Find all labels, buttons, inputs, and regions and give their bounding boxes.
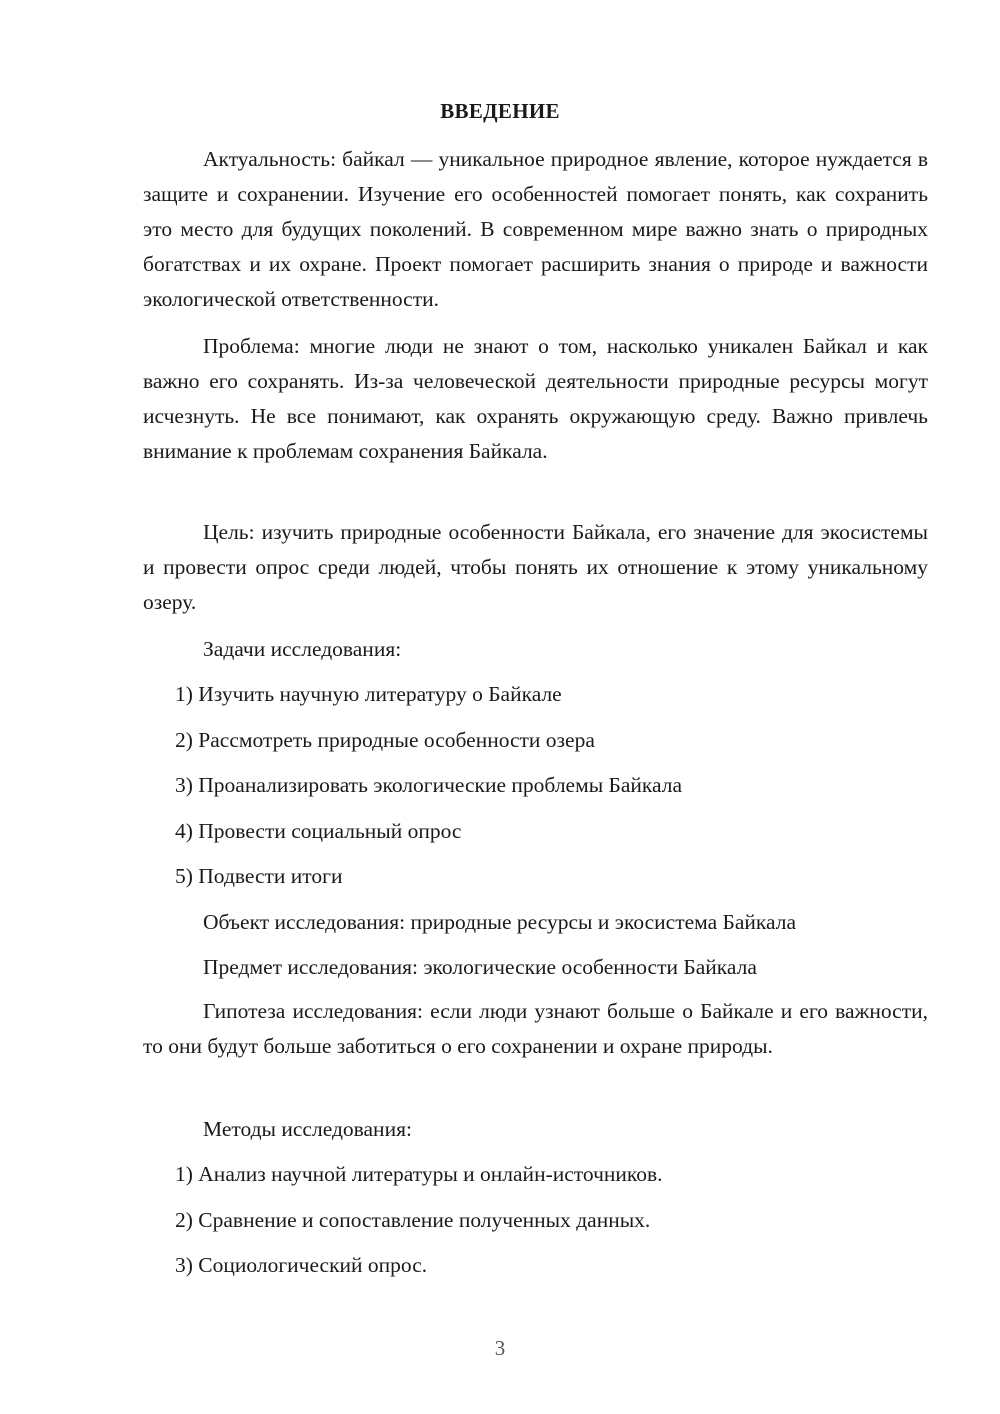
task-item: 4) Провести социальный опрос bbox=[175, 819, 462, 843]
research-object: Объект исследования: природные ресурсы и экосистема Байкала bbox=[203, 910, 797, 934]
task-item: 2) Рассмотреть природные особенности озера bbox=[175, 728, 595, 752]
paragraph-relevance: Актуальность: байкал — уникальное природное явление, которое нуждается в защите и сохранении. Изучение его особенностей помогает понять, как сохранить это место для будущих поколений. В современном мире важно знать о природных богатствах и их охране. Проект помогает расширить знания о природе и важности экологической ответственности. bbox=[143, 147, 928, 311]
methods-heading: Методы исследования: bbox=[203, 1117, 412, 1141]
task-item: 5) Подвести итоги bbox=[175, 864, 343, 888]
method-item: 3) Социологический опрос. bbox=[175, 1253, 428, 1277]
task-item: 1) Изучить научную литературу о Байкале bbox=[175, 682, 562, 706]
method-item: 2) Сравнение и сопоставление полученных данных. bbox=[175, 1208, 651, 1232]
paragraph-hypothesis: Гипотеза исследования: если люди узнают больше о Байкале и его важности, то они будут больше заботиться о его сохранении и охране природы. bbox=[143, 999, 928, 1058]
paragraph-problem: Проблема: многие люди не знают о том, насколько уникален Байкал и как важно его сохранять. Из-за человеческой деятельности природные ресурсы могут исчезнуть. Не все понимают, как охранять окружающую среду. Важно привлечь внимание к проблемам сохранения Байкала. bbox=[143, 334, 928, 463]
task-item: 3) Проанализировать экологические проблемы Байкала bbox=[175, 773, 683, 797]
method-item: 1) Анализ научной литературы и онлайн-источников. bbox=[175, 1162, 663, 1186]
tasks-heading: Задачи исследования: bbox=[203, 637, 402, 661]
page-number: 3 bbox=[494, 1336, 506, 1360]
research-subject: Предмет исследования: экологические особенности Байкала bbox=[203, 955, 757, 979]
page-title: ВВЕДЕНИЕ bbox=[440, 99, 560, 123]
paragraph-goal: Цель: изучить природные особенности Байкала, его значение для экосистемы и провести опрос среди людей, чтобы понять их отношение к этому уникальному озеру. bbox=[143, 520, 928, 614]
